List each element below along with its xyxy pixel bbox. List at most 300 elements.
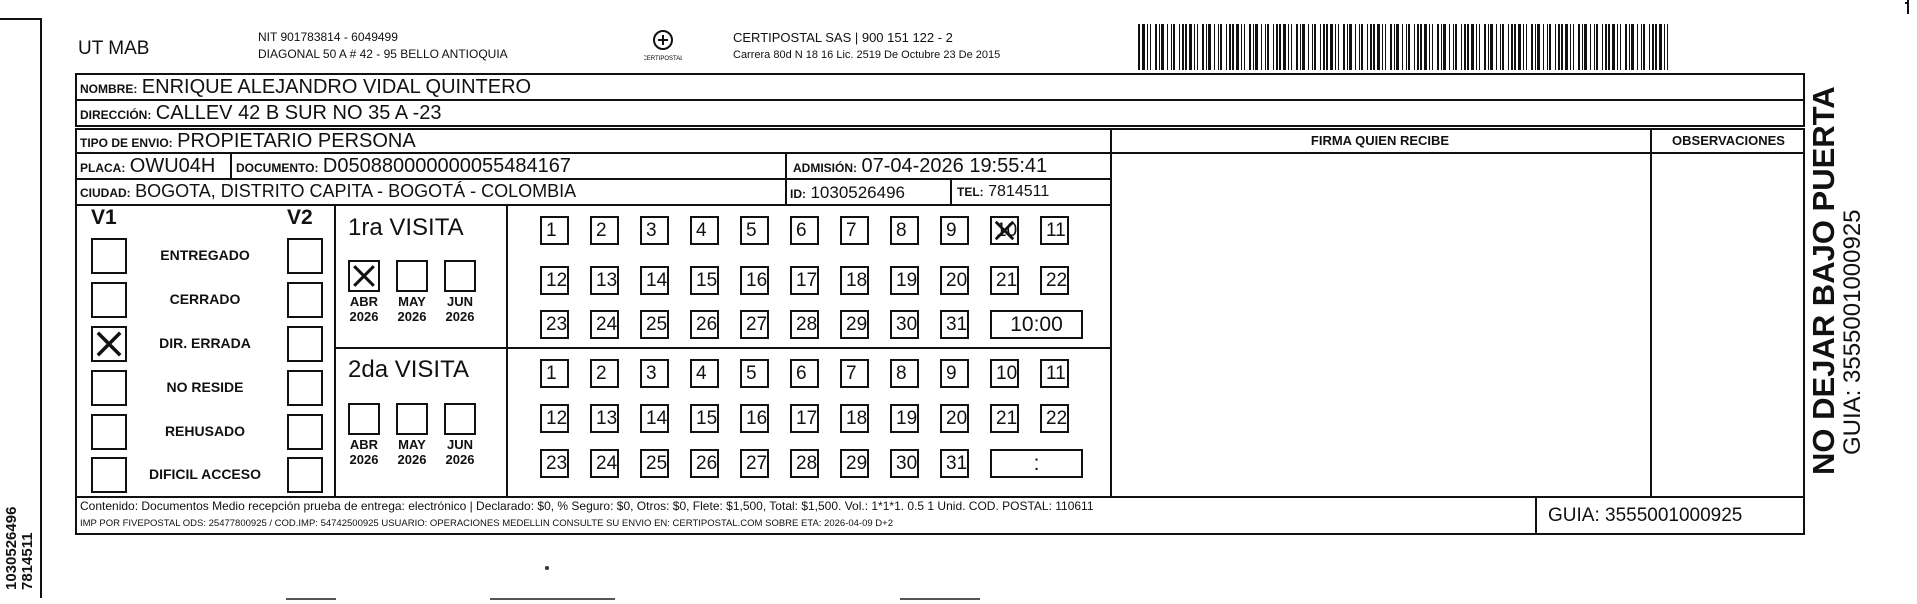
barcode-bar: [1631, 24, 1634, 70]
visit1-day-label: 19: [896, 270, 918, 291]
barcode-bar: [1182, 24, 1184, 70]
left-stub-top: [0, 18, 40, 20]
nombre-label: NOMBRE:: [80, 82, 138, 96]
visit2-day-label: 29: [846, 453, 868, 474]
visit1-day-5[interactable]: [740, 216, 769, 245]
visit1-day-20[interactable]: [940, 266, 969, 295]
barcode-bar: [1236, 24, 1239, 70]
visit2-day-label: 17: [796, 408, 818, 429]
v2-checkbox-cerrado[interactable]: [287, 282, 323, 318]
visit2-day-26[interactable]: [690, 449, 719, 478]
carrier-license: Carrera 80d N 18 16 Lic. 2519 De Octubre 23 De 2015: [733, 49, 1001, 61]
v1-checkbox-rehusado[interactable]: [91, 414, 127, 450]
visit2-title: 2da VISITA: [348, 356, 469, 383]
barcode-bar: [1208, 24, 1211, 70]
visit2-day-label: 25: [646, 453, 668, 474]
placa-label: PLACA:: [80, 161, 126, 175]
visit2-day-5[interactable]: [740, 359, 769, 388]
visit1-day-label: 24: [596, 314, 618, 335]
visit1-day-25[interactable]: [640, 310, 669, 339]
visit1-day-label: 28: [796, 314, 818, 335]
visit1-day-10[interactable]: [990, 216, 1019, 245]
visit1-day-label: 12: [546, 270, 568, 291]
observaciones-header: OBSERVACIONES: [1672, 133, 1785, 148]
visit1-day-28[interactable]: [790, 310, 819, 339]
visit2-month-abr-checkbox[interactable]: [348, 403, 380, 435]
barcode-bar: [1429, 24, 1430, 70]
documento-field: [236, 155, 571, 178]
divider-placa: [230, 152, 232, 178]
visit2-day-11[interactable]: [1040, 359, 1069, 388]
barcode-bar: [1167, 24, 1168, 70]
tel-value: 7814511: [988, 183, 1050, 200]
barcode-bar: [1608, 24, 1610, 70]
visit2-day-label: 1: [546, 363, 557, 384]
company-name: UT MAB: [78, 38, 150, 59]
barcode-bar: [1349, 24, 1352, 70]
barcode-bar: [1620, 24, 1621, 70]
visit1-day-12[interactable]: [540, 266, 569, 295]
no-dejar-text: NO DEJAR BAJO PUERTA: [1806, 86, 1841, 475]
barcode-bar: [1547, 24, 1548, 70]
barcode-bar: [1185, 24, 1187, 70]
visit2-day-12[interactable]: [540, 404, 569, 433]
barcode-bar: [1612, 24, 1615, 70]
visit2-day-label: 11: [1046, 363, 1066, 384]
barcode-bar: [1159, 24, 1160, 70]
v1-heading: V1: [91, 206, 117, 229]
visit2-day-25[interactable]: [640, 449, 669, 478]
v2-checkbox-dir-errada[interactable]: [287, 326, 323, 362]
visit2-day-label: 24: [596, 453, 618, 474]
barcode-bar: [1385, 24, 1386, 70]
visit1-day-16[interactable]: [740, 266, 769, 295]
visit2-month-may-label: MAY 2026: [397, 437, 427, 467]
barcode-bar: [1643, 24, 1645, 70]
visit1-day-1[interactable]: [540, 216, 569, 245]
barcode-bar: [1549, 24, 1551, 70]
visit1-day-15[interactable]: [690, 266, 719, 295]
visit2-day-label: 7: [846, 363, 857, 384]
barcode-bar: [1330, 24, 1333, 70]
visit1-day-label: 13: [596, 270, 618, 291]
visit1-day-21[interactable]: [990, 266, 1019, 295]
barcode-bar: [1367, 24, 1368, 70]
barcode-bar: [1244, 24, 1245, 70]
divider-tel: [950, 178, 952, 204]
barcode-bar: [1424, 24, 1427, 70]
barcode-bar: [1500, 24, 1501, 70]
visit2-day-2[interactable]: [590, 359, 619, 388]
barcode-bar: [1561, 24, 1563, 70]
svg-text:CERTIPOSTAL: CERTIPOSTAL: [644, 56, 682, 62]
direccion-value: CALLEV 42 B SUR NO 35 A -23: [155, 102, 442, 124]
barcode: [1138, 24, 1674, 70]
barcode-bar: [1382, 24, 1383, 70]
visit1-day-18[interactable]: [840, 266, 869, 295]
placa-field: [80, 155, 215, 178]
barcode-bar: [1432, 24, 1433, 70]
direccion-field: [80, 102, 442, 125]
barcode-bar: [1467, 24, 1469, 70]
footer-contenido: Contenido: Documentos Medio recepción prueba de entrega: electrónico | Declarado: $0, % Seguro: $0, Otros: $0, Flete: $1,500, Total: $1,500. Vol.: 1*1*1. 0.5 1 Unid. COD. POSTAL: 110611: [80, 499, 1094, 513]
visit2-day-label: 12: [546, 408, 568, 429]
barcode-bar: [1343, 24, 1345, 70]
barcode-bar: [1338, 24, 1339, 70]
visit1-day-label: 3: [646, 220, 657, 241]
line-visit-split: [334, 347, 1112, 349]
barcode-bar: [1414, 24, 1415, 70]
visit2-day-18[interactable]: [840, 404, 869, 433]
visit1-day-label: 4: [696, 220, 707, 241]
visit1-day-label: 9: [946, 220, 957, 241]
status-label-dificil-acceso: DIFICIL ACCESO: [148, 466, 261, 482]
visit2-day-30[interactable]: [890, 449, 919, 478]
visit2-month-jun-label: JUN 2026: [445, 437, 475, 467]
visit2-day-label: 4: [696, 363, 707, 384]
barcode-bar: [1288, 24, 1289, 70]
visit2-time-field[interactable]: :: [990, 449, 1083, 478]
visit1-day-31[interactable]: [940, 310, 969, 339]
visit2-day-15[interactable]: [690, 404, 719, 433]
visit2-day-3[interactable]: [640, 359, 669, 388]
visit2-day-28[interactable]: [790, 449, 819, 478]
visit1-day-24[interactable]: [590, 310, 619, 339]
visit2-month-jun-checkbox[interactable]: [444, 403, 476, 435]
barcode-bar: [1377, 24, 1380, 70]
barcode-bar: [1590, 24, 1591, 70]
visit2-day-27[interactable]: [740, 449, 769, 478]
visit2-day-label: 3: [646, 363, 657, 384]
barcode-bar: [1570, 24, 1571, 70]
visit1-day-17[interactable]: [790, 266, 819, 295]
visit2-day-label: 21: [996, 408, 1018, 429]
barcode-bar: [1596, 24, 1598, 70]
barcode-bar: [1558, 24, 1560, 70]
visit2-day-label: 26: [696, 453, 718, 474]
v2-checkbox-rehusado[interactable]: [287, 414, 323, 450]
barcode-bar: [1449, 24, 1450, 70]
barcode-bar: [1602, 24, 1603, 70]
visit1-day-11[interactable]: [1040, 216, 1069, 245]
v2-heading: V2: [287, 206, 313, 229]
visit2-day-label: 28: [796, 453, 818, 474]
corner-mark-line: [1907, 0, 1909, 14]
v1-checkbox-dir-errada[interactable]: [91, 326, 127, 362]
footer-impresion: IMP POR FIVEPOSTAL ODS: 25477800925 / COD.IMP: 54742500925 USUARIO: OPERACIONES MEDELLIN CONSULTE SU ENVIO EN: CERTIPOSTAL.COM SOBRE ETA: 2026-04-09 D+2: [80, 518, 893, 529]
divider-visit: [506, 204, 508, 498]
scan-dot: [545, 566, 549, 570]
visit1-day-7[interactable]: [840, 216, 869, 245]
barcode-bar: [1543, 24, 1544, 70]
footer-guia: GUIA: 3555001000925: [1548, 505, 1743, 526]
certipostal-logo: [644, 28, 682, 64]
left-tel: 7814511: [19, 532, 36, 590]
scan-mark: [490, 598, 615, 600]
firma-header: FIRMA QUIEN RECIBE: [1310, 133, 1450, 148]
visit2-day-1[interactable]: [540, 359, 569, 388]
barcode-bar: [1641, 24, 1642, 70]
barcode-bar: [1573, 24, 1574, 70]
v1-checkbox-entregado[interactable]: [91, 238, 127, 274]
visit2-day-label: 18: [846, 408, 868, 429]
barcode-bar: [1296, 24, 1298, 70]
barcode-bar: [1441, 24, 1442, 70]
status-label-no-reside: NO RESIDE: [166, 379, 244, 395]
barcode-bar: [1161, 24, 1164, 70]
barcode-bar: [1232, 24, 1234, 70]
barcode-bar: [1508, 24, 1509, 70]
visit2-day-24[interactable]: [590, 449, 619, 478]
visit1-day-label: 25: [646, 314, 668, 335]
v2-checkbox-entregado[interactable]: [287, 238, 323, 274]
barcode-bar: [1373, 24, 1375, 70]
visit1-month-may-label: MAY 2026: [397, 294, 427, 324]
scan-mark: [900, 598, 980, 600]
barcode-bar: [1347, 24, 1348, 70]
barcode-bar: [1476, 24, 1477, 70]
visit1-day-label: 31: [946, 314, 968, 335]
visit1-month-abr-checkbox[interactable]: [348, 260, 380, 292]
divider-guia: [1535, 496, 1537, 535]
visit1-day-label: 10: [996, 220, 1018, 241]
barcode-bar: [1471, 24, 1474, 70]
line-placa: [75, 178, 1112, 180]
barcode-bar: [1649, 24, 1650, 70]
visit2-day-9[interactable]: [940, 359, 969, 388]
tel-label: TEL:: [957, 185, 984, 199]
barcode-bar: [1214, 24, 1215, 70]
visit2-day-label: 20: [946, 408, 968, 429]
barcode-bar: [1406, 24, 1407, 70]
v1-checkbox-cerrado[interactable]: [91, 282, 127, 318]
visit1-day-label: 27: [746, 314, 768, 335]
barcode-bar: [1629, 24, 1630, 70]
barcode-bar: [1314, 24, 1316, 70]
status-label-cerrado: CERRADO: [169, 291, 241, 307]
visit2-day-label: 16: [746, 408, 768, 429]
check-mark-icon: [992, 218, 1017, 243]
visit2-day-label: 15: [696, 408, 718, 429]
visit1-day-label: 11: [1046, 220, 1066, 241]
barcode-bar: [1276, 24, 1278, 70]
vertical-guia: GUIA: 3555001000925: [1839, 209, 1866, 455]
visit2-day-label: 5: [746, 363, 757, 384]
visit2-day-29[interactable]: [840, 449, 869, 478]
barcode-bar: [1437, 24, 1439, 70]
barcode-bar: [1312, 24, 1313, 70]
visit1-day-23[interactable]: [540, 310, 569, 339]
visit1-day-label: 21: [996, 270, 1018, 291]
visit2-day-23[interactable]: [540, 449, 569, 478]
barcode-bar: [1523, 24, 1524, 70]
visit1-day-14[interactable]: [640, 266, 669, 295]
visit2-day-16[interactable]: [740, 404, 769, 433]
visit2-day-6[interactable]: [790, 359, 819, 388]
barcode-bar: [1323, 24, 1325, 70]
visit2-month-may-checkbox[interactable]: [396, 403, 428, 435]
visit1-day-label: 26: [696, 314, 718, 335]
visit1-day-27[interactable]: [740, 310, 769, 339]
id-label: ID:: [790, 187, 806, 201]
ciudad-value: BOGOTA, DISTRITO CAPITA - BOGOTÁ - COLOMBIA: [135, 181, 577, 201]
visit2-day-7[interactable]: [840, 359, 869, 388]
barcode-bar: [1394, 24, 1395, 70]
visit2-day-8[interactable]: [890, 359, 919, 388]
scan-mark: [286, 598, 336, 600]
visit2-day-label: 14: [646, 408, 668, 429]
barcode-bar: [1578, 24, 1580, 70]
barcode-bar: [1229, 24, 1231, 70]
barcode-bar: [1496, 24, 1497, 70]
barcode-bar: [1155, 24, 1157, 70]
barcode-bar: [1605, 24, 1607, 70]
barcode-bar: [1667, 24, 1668, 70]
barcode-bar: [1335, 24, 1336, 70]
barcode-bar: [1535, 24, 1536, 70]
visit1-day-label: 5: [746, 220, 757, 241]
barcode-bar: [1218, 24, 1219, 70]
check-mark-icon: [93, 328, 125, 360]
barcode-bar: [1461, 24, 1462, 70]
visit1-month-may-checkbox[interactable]: [396, 260, 428, 292]
visit2-day-31[interactable]: [940, 449, 969, 478]
visit1-day-label: 1: [546, 220, 557, 241]
id-field: [790, 183, 905, 203]
barcode-bar: [1659, 24, 1662, 70]
barcode-bar: [1408, 24, 1410, 70]
barcode-bar: [1664, 24, 1665, 70]
visit1-time-field[interactable]: 10:00: [990, 310, 1083, 339]
placa-value: OWU04H: [129, 155, 216, 177]
barcode-bar: [1484, 24, 1486, 70]
barcode-bar: [1565, 24, 1568, 70]
barcode-bar: [1359, 24, 1360, 70]
divider-status: [334, 204, 336, 498]
barcode-bar: [1555, 24, 1556, 70]
visit2-day-4[interactable]: [690, 359, 719, 388]
visit2-day-13[interactable]: [590, 404, 619, 433]
visit1-day-30[interactable]: [890, 310, 919, 339]
v1-checkbox-dificil-acceso[interactable]: [91, 457, 127, 493]
visit2-day-label: 27: [746, 453, 768, 474]
visit1-day-label: 16: [746, 270, 768, 291]
barcode-bar: [1138, 24, 1140, 70]
barcode-bar: [1273, 24, 1274, 70]
visit1-day-label: 18: [846, 270, 868, 291]
visit2-day-label: 23: [546, 453, 568, 474]
barcode-bar: [1490, 24, 1493, 70]
barcode-bar: [1464, 24, 1466, 70]
visit1-day-8[interactable]: [890, 216, 919, 245]
barcode-bar: [1202, 24, 1204, 70]
visit1-day-29[interactable]: [840, 310, 869, 339]
visit2-day-17[interactable]: [790, 404, 819, 433]
v1-checkbox-no-reside[interactable]: [91, 370, 127, 406]
visit2-day-label: 6: [796, 363, 807, 384]
barcode-bar: [1420, 24, 1422, 70]
visit1-day-label: 2: [596, 220, 607, 241]
sender-address: DIAGONAL 50 A # 42 - 95 BELLO ANTIOQUIA: [258, 47, 508, 61]
barcode-bar: [1511, 24, 1513, 70]
barcode-bar: [1150, 24, 1151, 70]
visit2-day-19[interactable]: [890, 404, 919, 433]
barcode-bar: [1502, 24, 1504, 70]
barcode-bar: [1283, 24, 1286, 70]
ciudad-field: [80, 181, 576, 202]
barcode-bar: [1514, 24, 1516, 70]
visit2-day-label: 30: [896, 453, 918, 474]
admision-field: [793, 155, 1047, 178]
visit2-day-10[interactable]: [990, 359, 1019, 388]
visit1-day-13[interactable]: [590, 266, 619, 295]
v2-checkbox-no-reside[interactable]: [287, 370, 323, 406]
tipo-value: PROPIETARIO PERSONA: [177, 130, 416, 152]
visit1-day-3[interactable]: [640, 216, 669, 245]
visit1-day-label: 8: [896, 220, 907, 241]
barcode-bar: [1197, 24, 1198, 70]
visit1-month-abr-label: ABR 2026: [349, 294, 379, 324]
barcode-bar: [1171, 24, 1172, 70]
visit1-day-label: 15: [696, 270, 718, 291]
barcode-bar: [1179, 24, 1180, 70]
barcode-bar: [1308, 24, 1309, 70]
visit1-day-19[interactable]: [890, 266, 919, 295]
barcode-bar: [1147, 24, 1148, 70]
visit1-day-26[interactable]: [690, 310, 719, 339]
vertical-notice: [1806, 86, 1878, 475]
nombre-value: ENRIQUE ALEJANDRO VIDAL QUINTERO: [141, 76, 532, 98]
visit2-day-20[interactable]: [940, 404, 969, 433]
v2-checkbox-dificil-acceso[interactable]: [287, 457, 323, 493]
visit1-day-label: 7: [846, 220, 857, 241]
barcode-bar: [1390, 24, 1392, 70]
barcode-bar: [1617, 24, 1618, 70]
left-id: 1030526496: [3, 506, 20, 590]
visit1-day-6[interactable]: [790, 216, 819, 245]
visit1-day-22[interactable]: [1040, 266, 1069, 295]
visit2-day-21[interactable]: [990, 404, 1019, 433]
barcode-bar: [1355, 24, 1356, 70]
visit1-title: 1ra VISITA: [348, 214, 464, 241]
barcode-bar: [1267, 24, 1269, 70]
visit1-month-jun-label: JUN 2026: [445, 294, 475, 324]
barcode-bar: [1396, 24, 1399, 70]
nit: NIT 901783814 - 6049499: [258, 30, 398, 44]
visit2-day-14[interactable]: [640, 404, 669, 433]
visit1-month-jun-checkbox[interactable]: [444, 260, 476, 292]
barcode-bar: [1279, 24, 1281, 70]
barcode-bar: [1531, 24, 1533, 70]
barcode-bar: [1291, 24, 1292, 70]
visit2-day-22[interactable]: [1040, 404, 1069, 433]
status-label-entregado: ENTREGADO: [160, 247, 250, 263]
visit1-day-label: 29: [846, 314, 868, 335]
left-stub-line: [40, 18, 42, 598]
barcode-bar: [1584, 24, 1587, 70]
visit1-day-9[interactable]: [940, 216, 969, 245]
barcode-bar: [1206, 24, 1207, 70]
visit1-day-4[interactable]: [690, 216, 719, 245]
barcode-bar: [1453, 24, 1454, 70]
visit1-day-2[interactable]: [590, 216, 619, 245]
barcode-bar: [1326, 24, 1328, 70]
documento-value: D050880000000055484167: [322, 155, 571, 177]
barcode-bar: [1261, 24, 1262, 70]
tel-field: [957, 183, 1049, 201]
barcode-bar: [1249, 24, 1251, 70]
tipo-field: [80, 130, 416, 153]
